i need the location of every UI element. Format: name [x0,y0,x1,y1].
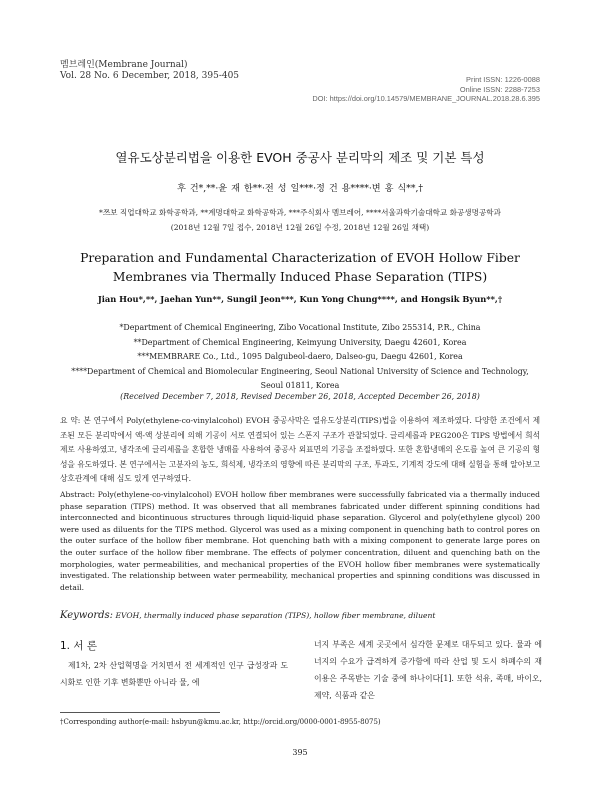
journal-volume: Vol. 28 No. 6 December, 2018, 395-405 [60,71,240,81]
keywords [60,610,540,621]
korean-authors: 후 건*,**·윤 재 한**·전 성 일***·정 건 용****·변 홍 식**,† [177,183,423,194]
keywords-label: Keywords: [60,610,114,621]
english-affiliations [60,321,540,394]
korean-dates: (2018년 12월 7일 접수, 2018년 12월 26일 수정, 2018년 12월 26일 채택) [170,223,430,232]
english-authors: Jian Hou*,**, Jaehan Yun**, Sungil Jeon***, Kun Yong Chung****, and Hongsik Byun**,† [97,294,503,304]
footnote-divider [60,712,220,713]
page-number: 395 [292,748,308,757]
print-issn: Print ISSN: 1226-0088 [466,75,540,84]
korean-abstract-text: 본 연구에서 Poly(ethylene-co-vinylalcohol) EVOH 중공사막은 열유도상분리(TIPS)법을 이용하여 제조하였다. 다양한 조건에서 제조된 모든 분리막에서 액-액 상분리에 의해 기공이 서로 연결되어 있는 스폰지 구조가 관찰되었다. 글리세롤과 PEG200은 TIPS 방법에서 희석제로 사용하였고, 냉각조에 글리세롤을 혼합한 냉매를 사용하여 중공사 외표면의 기공을 조절하였다. 또한 혼합냉매의 온도를 높여 큰 기공의 형성을 유도하였다. 본 연구에서는 고분자의 농도, 희석제, 냉각조의 영향에 따른 분리막의 구조, 투과도, 기계적 강도에 대해 실험을 통해 알아보고 상호관계에 대해 심도 있게 연구하였다. [60,416,540,484]
english-title: Preparation and Fundamental Characterization of EVOH Hollow Fiber Membranes via Thermally Induced Phase Separation (TIPS) [80,251,520,284]
english-abstract-text: Poly(ethylene-co-vinylalcohol) EVOH hollow fiber membranes were successfully fabricated via a thermally induced phase separation (TIPS) method. It was observed that all membranes fabricated under different spinning conditions had interconnected and bicontinuous structures through liquid-liquid phase separation. Glycerol and poly(ethylene glycol) 200 were used as diluents for the TIPS method. Glycerol was used as a mixing component in quenching bath to control pores on the outer surface of the hollow fiber membrane. Hot quenching bath with a mixing component to generate large pores on the outer surface of the hollow fiber membrane. The effects of polymer concentration, diluent and quenching bath on the morphologies, water permeabilities, and mechanical properties of the EVOH hollow fiber membranes were systematically investigated. The relationship between water permeability, mechanical properties and spinning conditions was discussed in detail. [60,490,540,592]
corresponding-author-footnote: †Corresponding author(e-mail: hsbyun@kmu.ac.kr, http://orcid.org/0000-0001-8955-8075) [60,718,381,726]
affiliation-1: *Department of Chemical Engineering, Zibo Vocational Institute, Zibo 255314, P.R., China [119,323,481,332]
online-issn: Online ISSN: 2288-7253 [459,84,540,94]
body-text-right: 너지 부족은 세계 곳곳에서 심각한 문제로 대두되고 있다. 물과 에너지의 수요가 급격하게 증가함에 따라 산업 및 도시 하폐수의 재이용은 주목받는 기술 중에 하나이다[1]. 또한 석유, 족매, 바이오, 제약, 식품과 같은 [314,640,542,700]
korean-title: 열유도상분리법을 이용한 EVOH 중공사 분리막의 제조 및 기본 특성 [115,150,485,165]
english-abstract [60,489,540,593]
affiliation-4: ****Department of Chemical and Biomolecular Engineering, Seoul National University of Science and Technology, Seoul 01811, Korea [71,366,529,390]
english-abstract-label: Abstract: [60,490,96,499]
doi[interactable]: DOI: https://doi.org/10.14579/MEMBRANE_JOURNAL.2018.28.6.395 [312,94,540,104]
affiliation-3: ***MEMBRARE Co., Ltd., 1095 Dalgubeol-daero, Dalseo-gu, Daegu 42601, Korea [137,352,463,361]
section-heading-introduction: 1. 서 론 [60,640,97,652]
keywords-text: EVOH, thermally induced phase separation (TIPS), hollow fiber membrane, diluent [115,611,436,620]
korean-affiliations: *쯔보 직업대학교 화학공학과, **계명대학교 화학공학과, ***주식회사 멤브레어, ****서울과학기술대학교 화공생명공학과 [99,208,501,217]
korean-abstract-label: 요 약: [60,416,81,425]
journal-name: 멤브레인(Membrane Journal) [60,60,188,70]
issn-block [312,75,540,104]
english-dates: (Received December 7, 2018, Revised December 26, 2018, Accepted December 26, 2018) [120,392,480,401]
korean-abstract [60,414,540,487]
body-text-left: 제1차, 2차 산업혁명을 거치면서 전 세계적인 인구 급성장과 도시화로 인한 기후 변화뿐만 아니라 물, 에 [60,661,288,687]
affiliation-2: **Department of Chemical Engineering, Keimyung University, Daegu 42601, Korea [133,337,467,347]
